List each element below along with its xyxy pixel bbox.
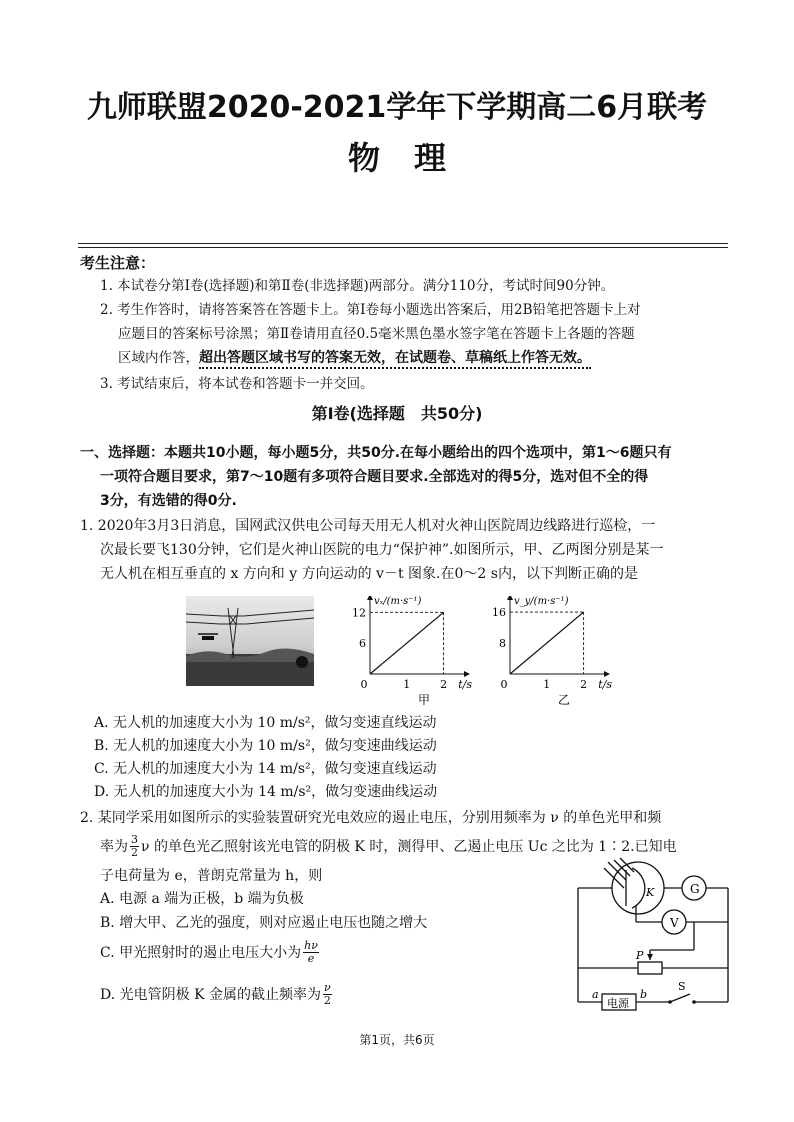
q2-option-d-text: D. 光电管阴极 K 金属的截止频率为 <box>100 986 321 1003</box>
x-axis-arrow <box>604 671 610 677</box>
q2-option-c[interactable] <box>100 940 319 965</box>
q1-stem-line-1: 1. 2020年3月3日消息，国网武汉供电公司每天用无人机对火神山医院周边线路进行巡检，一 <box>80 518 656 534</box>
header-rule-top <box>78 243 728 244</box>
subject-title: 物理 <box>347 139 480 177</box>
q1-option-d[interactable]: D. 无人机的加速度大小为 14 m/s²，做匀变速曲线运动 <box>94 784 438 800</box>
x-tick-label: 2 <box>580 678 588 691</box>
fraction-numerator: 3 <box>131 833 138 846</box>
x-tick-label: 0 <box>360 678 368 691</box>
y-tick-label: 12 <box>352 606 366 620</box>
series-line <box>370 612 444 674</box>
x-tick-label: 1 <box>543 678 551 691</box>
galvanometer-label: G <box>690 882 700 896</box>
terminal-b-label: b <box>640 988 648 1001</box>
chart-vy-t <box>476 596 626 706</box>
x-axis-label: t/s <box>598 678 612 691</box>
q2-option-a[interactable]: A. 电源 a 端为正极，b 端为负极 <box>100 891 304 907</box>
notice-heading: 考生注意： <box>80 254 156 272</box>
photoelectric-circuit <box>566 856 736 1016</box>
notice-item-2-line-3 <box>118 348 591 368</box>
chart-vx-t <box>336 596 486 706</box>
q1-stem-line-3: 无人机在相互垂直的 x 方向和 y 方向运动的 v－t 图象.在0～2 s内，以下判断正确的是 <box>100 566 638 582</box>
q2-option-d[interactable] <box>100 982 332 1007</box>
q2-stem-line-3: 子电荷量为 e，普朗克常量为 h，则 <box>100 868 323 884</box>
voltmeter-label: V <box>670 916 679 930</box>
y-tick-label: 6 <box>359 637 366 651</box>
q2-stem-line-2a: 率为 <box>100 838 128 855</box>
section-instructions-line-3: 3分，有选错的得0分. <box>100 493 237 509</box>
q1-option-a[interactable]: A. 无人机的加速度大小为 10 m/s²，做匀变速直线运动 <box>94 715 437 731</box>
x-tick-label: 0 <box>500 678 508 691</box>
notice-item-3: 3. 考试结束后，将本试卷和答题卡一并交回。 <box>100 376 374 392</box>
notice-item-2-line-3a: 区域内作答， <box>118 350 199 366</box>
notice-item-1: 1. 本试卷分第Ⅰ卷(选择题)和第Ⅱ卷(非选择题)两部分。满分110分，考试时间90分钟。 <box>100 278 615 294</box>
switch-label: S <box>678 980 686 993</box>
q2-option-b[interactable]: B. 增大甲、乙光的强度，则对应遏止电压也随之增大 <box>100 915 428 931</box>
series-line <box>510 612 584 674</box>
fraction-three-halves <box>130 834 139 859</box>
fraction-denominator: 2 <box>323 994 331 1007</box>
header-rule-bottom <box>78 247 728 248</box>
section-instructions-line-1: 一、选择题：本题共10小题，每小题5分，共50分.在每小题给出的四个选项中，第1～6题只有 <box>80 445 672 461</box>
q2-stem-line-1: 2. 某同学采用如图所示的实验装置研究光电效应的遏止电压，分别用频率为 ν 的单色光甲和频 <box>80 810 662 826</box>
fraction-numerator: ν <box>324 981 331 994</box>
y-axis-arrow <box>507 596 513 600</box>
power-source-label: 电源 <box>607 997 629 1010</box>
section-title: 第Ⅰ卷(选择题 共50分) <box>311 404 483 423</box>
q2-option-c-text: C. 甲光照射时的遏止电压大小为 <box>100 944 302 961</box>
notice-item-2-line-1: 2. 考生作答时，请将答案答在答题卡上。第Ⅰ卷每小题选出答案后，用2B铅笔把答题卡上对 <box>100 302 641 318</box>
drone-photo <box>186 596 314 686</box>
cathode-label: K <box>646 886 655 899</box>
q1-option-c[interactable]: C. 无人机的加速度大小为 14 m/s²，做匀变速直线运动 <box>94 761 437 777</box>
x-axis-arrow <box>464 671 470 677</box>
x-axis-label: t/s <box>458 678 472 691</box>
fraction-numerator: hν <box>304 939 318 952</box>
page-footer: 第1页，共6页 <box>359 1033 435 1047</box>
terminal-a-label: a <box>592 988 599 1001</box>
y-tick-label: 8 <box>499 637 506 651</box>
x-tick-label: 1 <box>403 678 411 691</box>
chart-caption: 乙 <box>557 693 571 706</box>
q2-stem-line-2b: ν 的单色光乙照射该光电管的阴极 K 时，测得甲、乙遏止电压 Uc 之比为 1∶2.已知电 <box>141 838 677 855</box>
notice-emphasis: 超出答题区域书写的答案无效，在试题卷、草稿纸上作答无效。 <box>199 350 591 369</box>
section-instructions-line-2: 一项符合题目要求，第7～10题有多项符合题目要求.全部选对的得5分，选对但不全的得 <box>100 469 649 485</box>
exam-title: 九师联盟2020-2021学年下学期高二6月联考 <box>86 90 708 125</box>
y-tick-label: 16 <box>492 606 506 620</box>
notice-item-2-line-2: 应题目的答案标号涂黑；第Ⅱ卷请用直径0.5毫米黑色墨水签字笔在答题卡上各题的答题 <box>118 326 635 342</box>
fraction-nu-over-2 <box>323 982 332 1007</box>
chart-caption: 甲 <box>417 693 431 706</box>
x-tick-label: 2 <box>440 678 448 691</box>
fraction-denominator: 2 <box>131 846 138 859</box>
y-axis-arrow <box>367 596 373 600</box>
q1-stem-line-2: 次最长要飞130分钟，它们是火神山医院的电力“保护神”.如图所示，甲、乙两图分别是某一 <box>100 542 664 558</box>
y-axis-label: vₓ/(m·s⁻¹) <box>374 596 422 607</box>
fraction-denominator: e <box>307 952 315 965</box>
q1-option-b[interactable]: B. 无人机的加速度大小为 10 m/s²，做匀变速曲线运动 <box>94 738 437 754</box>
fraction-h-nu-over-e <box>303 940 319 965</box>
slider-label: P <box>636 949 644 962</box>
y-axis-label: v_y/(m·s⁻¹) <box>514 596 569 607</box>
